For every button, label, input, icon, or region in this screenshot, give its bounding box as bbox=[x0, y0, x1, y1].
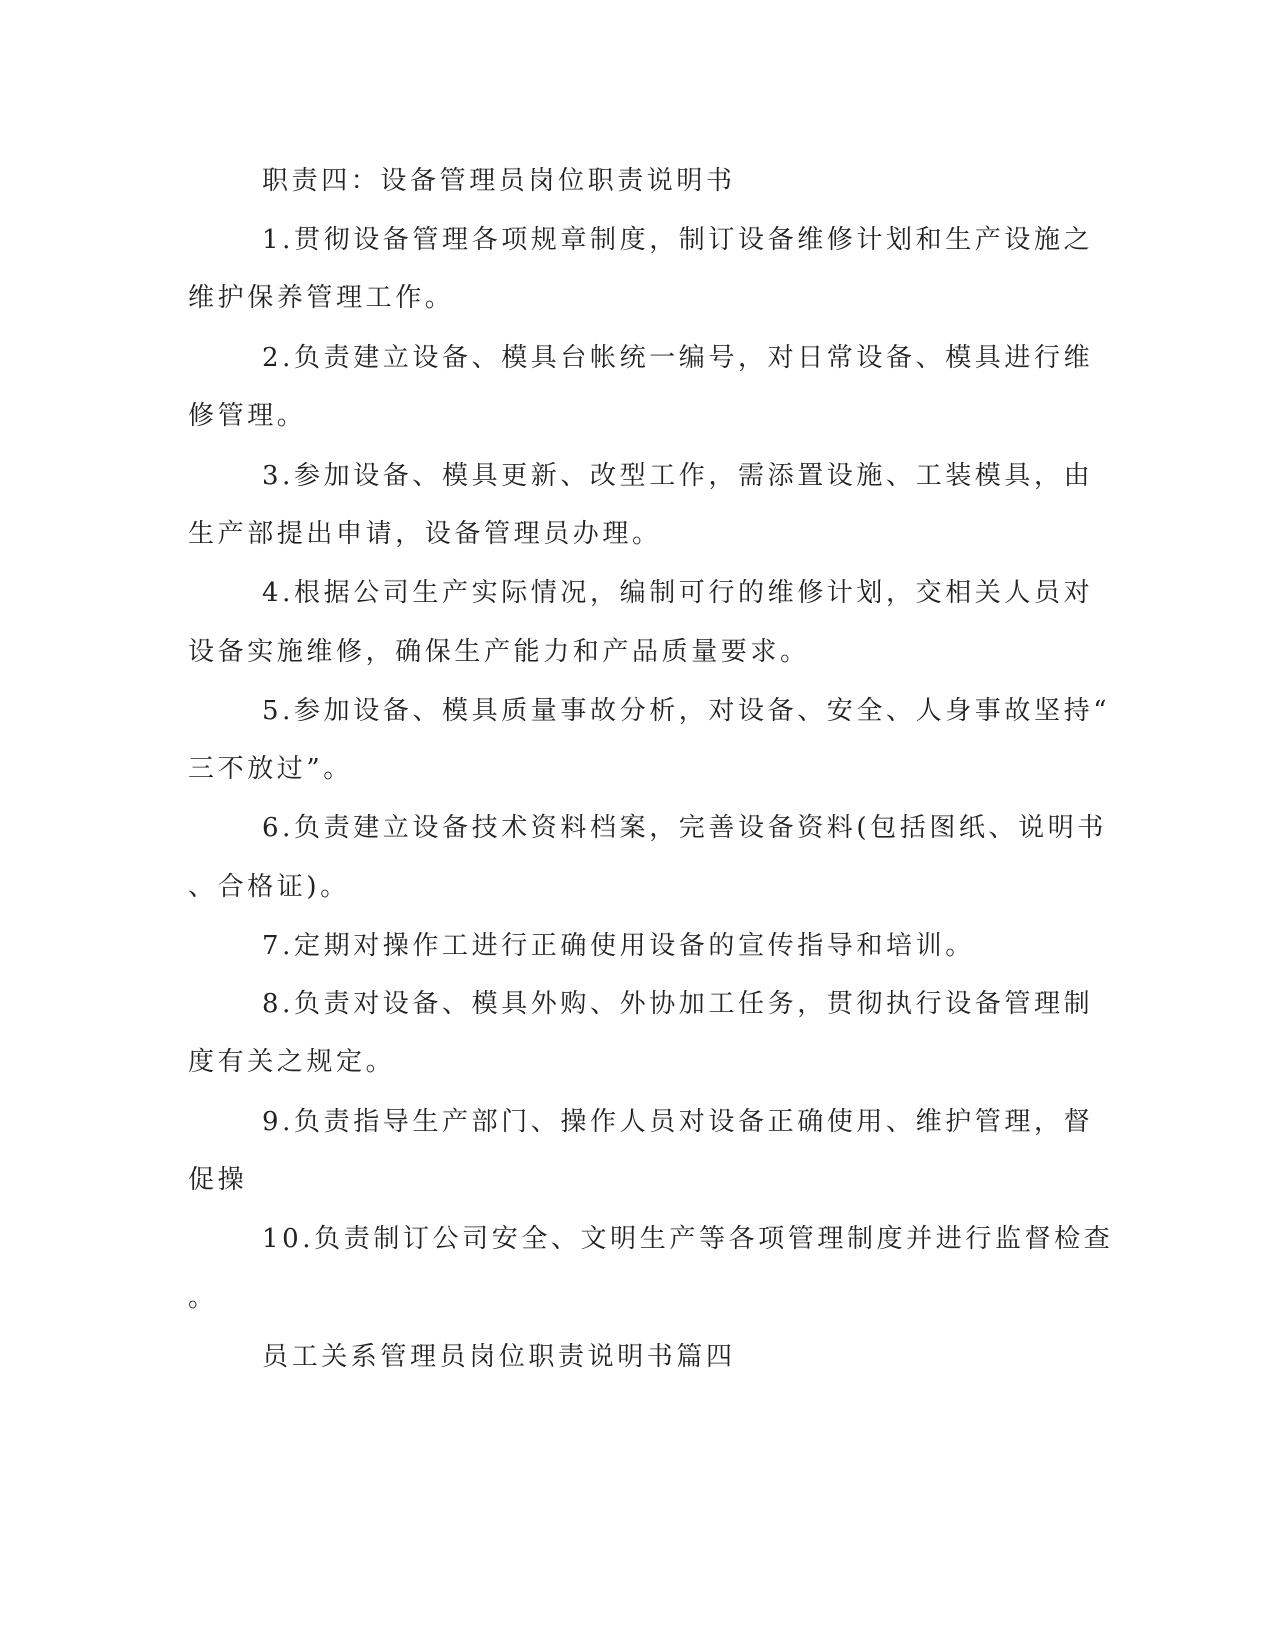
item-9-line-2: 促操 bbox=[188, 1165, 248, 1195]
item-10-line-1: 10.负责制订公司安全、文明生产等各项管理制度并进行监督检查 bbox=[262, 1224, 1114, 1254]
item-8-line-2: 度有关之规定。 bbox=[188, 1047, 396, 1077]
item-5-line-2: 三不放过”。 bbox=[188, 754, 353, 784]
item-5-line-1: 5.参加设备、模具质量事故分析，对设备、安全、人身事故坚持“ bbox=[262, 696, 1111, 726]
section-heading: 职责四：设备管理员岗位职责说明书 bbox=[262, 166, 736, 196]
item-7-line-1: 7.定期对操作工进行正确使用设备的宣传指导和培训。 bbox=[262, 931, 975, 961]
item-4-line-1: 4.根据公司生产实际情况，编制可行的维修计划，交相关人员对 bbox=[262, 578, 1094, 608]
item-3-line-1: 3.参加设备、模具更新、改型工作，需添置设施、工装模具，由 bbox=[262, 461, 1094, 491]
item-10-line-2: 。 bbox=[188, 1283, 218, 1313]
item-1-line-1: 1.贯彻设备管理各项规章制度，制订设备维修计划和生产设施之 bbox=[262, 225, 1094, 255]
item-8-line-1: 8.负责对设备、模具外购、外协加工任务，贯彻执行设备管理制 bbox=[262, 989, 1094, 1019]
item-6-line-1: 6.负责建立设备技术资料档案，完善设备资料(包括图纸、说明书 bbox=[262, 813, 1107, 843]
item-2-line-1: 2.负责建立设备、模具台帐统一编号，对日常设备、模具进行维 bbox=[262, 343, 1094, 373]
item-2-line-2: 修管理。 bbox=[188, 401, 307, 431]
item-3-line-2: 生产部提出申请，设备管理员办理。 bbox=[188, 519, 662, 549]
footer-heading: 员工关系管理员岗位职责说明书篇四 bbox=[262, 1342, 736, 1372]
item-6-line-2: 、合格证)。 bbox=[188, 872, 350, 902]
item-4-line-2: 设备实施维修，确保生产能力和产品质量要求。 bbox=[188, 637, 810, 667]
item-1-line-2: 维护保养管理工作。 bbox=[188, 283, 455, 313]
item-9-line-1: 9.负责指导生产部门、操作人员对设备正确使用、维护管理，督 bbox=[262, 1107, 1094, 1137]
